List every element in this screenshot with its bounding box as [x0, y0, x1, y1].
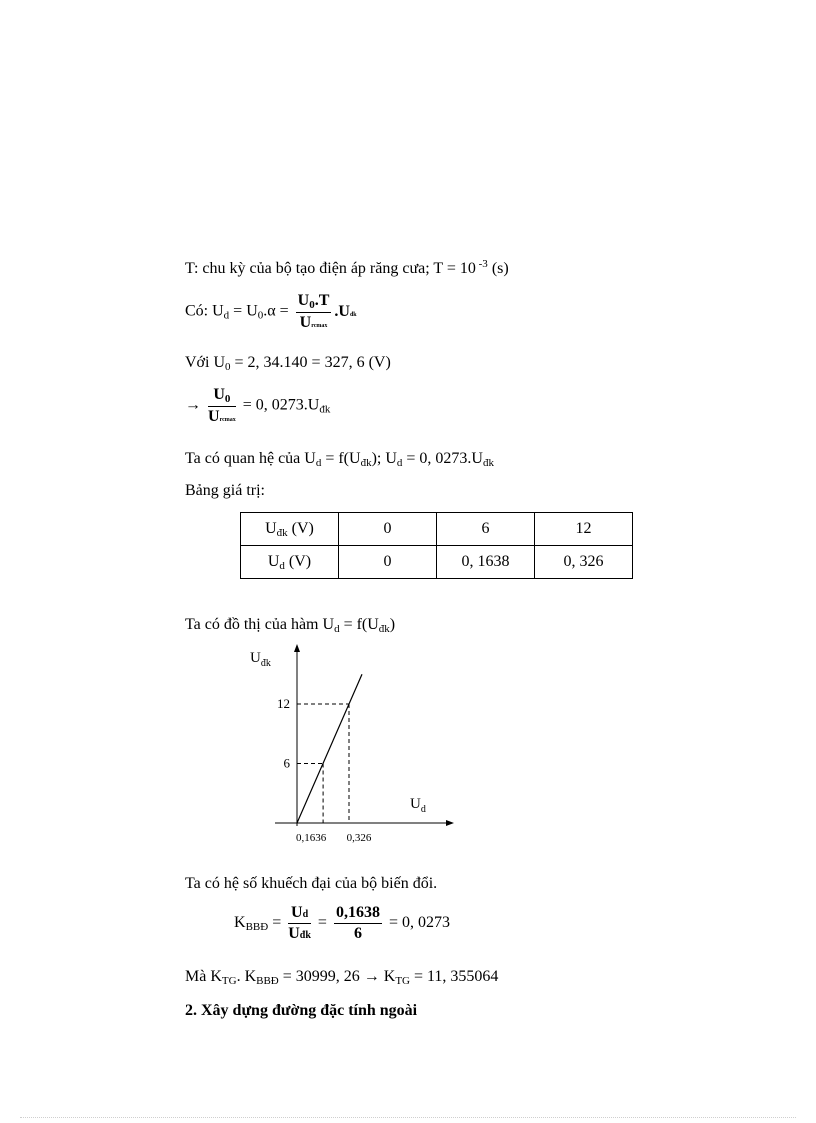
- relation-line: [185, 450, 494, 469]
- y-tick-label: 6: [283, 755, 290, 771]
- formula-text: Có: U: [185, 302, 224, 320]
- section-heading: 2. Xây dựng đường đặc tính ngoài: [185, 1002, 418, 1019]
- table-row: [241, 546, 633, 579]
- formula-text: . K: [236, 968, 257, 985]
- formula-text: ); U: [371, 450, 397, 467]
- formula-text: ): [389, 616, 396, 633]
- denominator: U: [299, 314, 312, 331]
- formula-text: K: [234, 914, 246, 932]
- gain-intro: Ta có hệ số khuếch đại của bộ biến đổi.: [185, 875, 438, 892]
- table-cell-label: $U_{đk}$ (V): [241, 513, 339, 546]
- subscript: đk: [299, 930, 311, 941]
- formula-text: = f(U: [339, 616, 379, 633]
- formula-text: = 11, 355064: [410, 968, 499, 985]
- denominator: 6: [353, 925, 362, 942]
- formula-ud-line: [185, 292, 357, 332]
- subscript: TG: [395, 975, 410, 987]
- subscript: d: [334, 623, 340, 635]
- y-axis-label: $U_{đk}$: [250, 650, 271, 669]
- subscript: BBĐ: [256, 975, 279, 987]
- formula-text: = 30999, 26 → K: [278, 968, 396, 985]
- subscript: đk: [378, 623, 390, 635]
- subscript: rcmax: [311, 323, 328, 329]
- fraction-u0-urcmax: [208, 386, 236, 426]
- subscript: 0: [309, 299, 315, 311]
- subscript: d: [302, 909, 309, 920]
- numerator: .T: [314, 292, 330, 309]
- x-axis-label: $U_d$: [410, 796, 426, 815]
- formula-text: =: [313, 914, 331, 932]
- page-footer-dots: [20, 1117, 796, 1118]
- fraction-values: [334, 904, 382, 943]
- x-axis-arrow: [446, 820, 454, 826]
- period-exponent: -3: [475, 258, 488, 270]
- table-cell-label: $U_d$ (V): [241, 546, 339, 579]
- formula-text: = 0, 0273: [384, 914, 450, 932]
- subscript: 0: [224, 393, 231, 405]
- subscript: rcmax: [219, 417, 236, 423]
- kbbd-formula: [234, 904, 450, 943]
- formula-text: Ta có đồ thị của hàm U: [185, 616, 335, 633]
- ud-udk-graph: [240, 640, 470, 850]
- subscript: đk: [319, 403, 331, 416]
- period-line: [185, 258, 509, 278]
- numerator: U: [213, 386, 225, 403]
- numerator: U: [291, 904, 303, 921]
- subscript: 0: [225, 361, 231, 373]
- fraction-u0t-urcmax: [296, 292, 332, 332]
- subscript: d: [315, 457, 322, 469]
- formula-text: = 2, 34.140 = 327, 6 (V): [230, 354, 391, 371]
- formula-text: Ta có quan hệ của U: [185, 450, 316, 467]
- period-text: T: chu kỳ của bộ tạo điện áp răng cưa; T = 10: [185, 260, 476, 277]
- series-line: [297, 674, 362, 823]
- u0-value-line: [185, 354, 391, 373]
- graph-title-line: [185, 616, 395, 635]
- subscript: d: [396, 457, 403, 469]
- formula-text: .U: [334, 302, 350, 320]
- x-tick-label: 0,326: [346, 832, 372, 844]
- table-row: [241, 513, 633, 546]
- formula-text: = f(U: [321, 450, 361, 467]
- ratio-line: [185, 386, 330, 426]
- subscript: 0: [257, 309, 264, 322]
- fraction-ud-udk: [288, 904, 311, 943]
- subscript: d: [223, 309, 230, 322]
- ktg-line: [185, 968, 498, 987]
- table-cell: 0, 326: [535, 546, 633, 579]
- formula-text: = 0, 0273.U: [402, 450, 483, 467]
- value-table: [240, 512, 633, 579]
- arrow-icon: →: [185, 396, 201, 414]
- formula-text: Với U: [185, 354, 226, 371]
- table-cell: 0: [339, 546, 437, 579]
- table-cell: 0: [339, 513, 437, 546]
- formula-text: =: [268, 914, 286, 932]
- numerator: 0,1638: [334, 904, 382, 924]
- formula-text: = 0, 0273.U: [238, 396, 320, 414]
- y-axis-arrow: [294, 644, 300, 652]
- denominator: U: [288, 925, 300, 942]
- subscript: đk: [482, 457, 494, 469]
- denominator: U: [208, 408, 220, 425]
- subscript: BBĐ: [245, 921, 269, 934]
- table-cell: 0, 1638: [437, 546, 535, 579]
- formula-text: = U: [229, 302, 258, 320]
- table-cell: 12: [535, 513, 633, 546]
- table-cell: 6: [437, 513, 535, 546]
- x-tick-label: 0,1636: [295, 832, 327, 844]
- period-unit: (s): [487, 260, 509, 277]
- subscript: đk: [349, 311, 357, 318]
- table-title: Bảng giá trị:: [185, 482, 265, 499]
- numerator: U: [297, 292, 310, 309]
- formula-text: Mà K: [185, 968, 222, 985]
- subscript: đk: [360, 457, 372, 469]
- y-tick-label: 12: [277, 696, 290, 711]
- subscript: TG: [221, 975, 237, 987]
- formula-text: .α =: [263, 302, 293, 320]
